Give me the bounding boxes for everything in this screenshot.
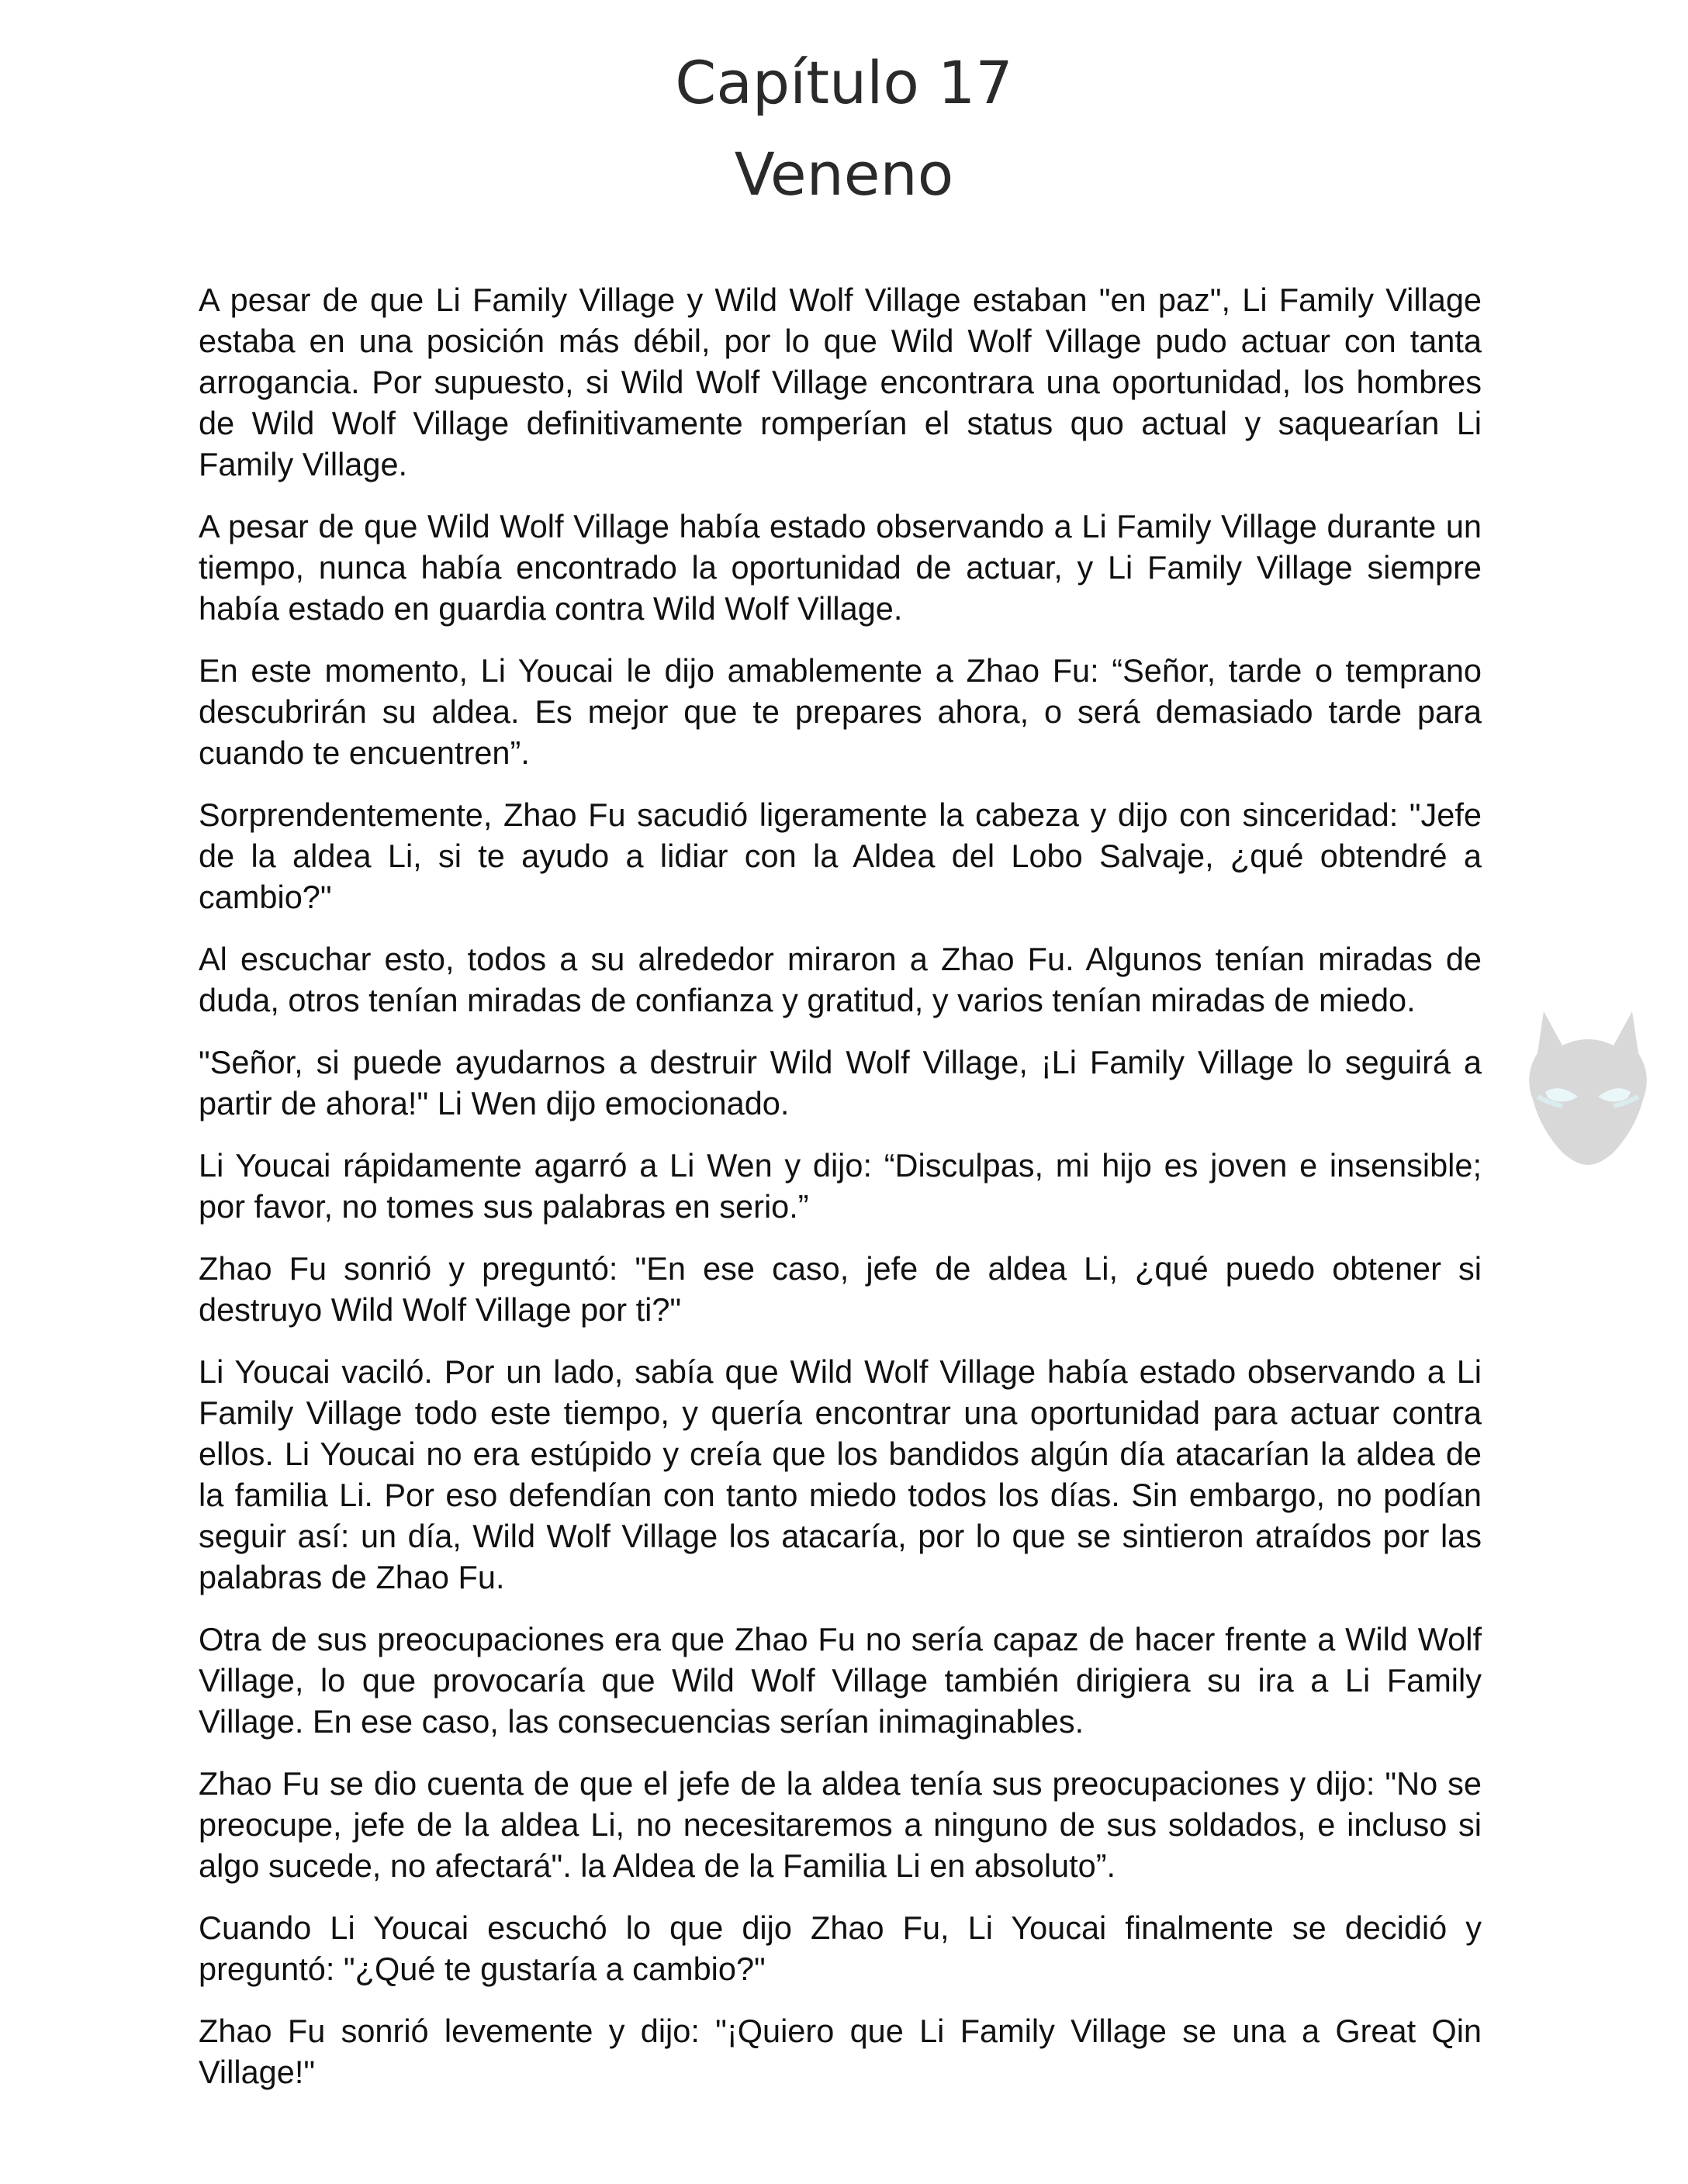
- chapter-body: [199, 279, 1482, 2113]
- paragraph-9: Li Youcai vaciló. Por un lado, sabía que Wild Wolf Village había estado observando a Li Family Village todo este tiempo, y quería encontrar una oportunidad para actuar contra ellos. Li Youcai no era estúpido y creía que los bandidos algún día atacarían la aldea de la familia Li. Por eso defendían con tanto miedo todos los días. Sin embargo, no podían seguir así: un día, Wild Wolf Village los atacaría, por lo que se sintieron atraídos por las palabras de Zhao Fu.: [199, 1353, 1482, 1595]
- paragraph-12: Cuando Li Youcai escuchó lo que dijo Zhao Fu, Li Youcai finalmente se decidió y preguntó: "¿Qué te gustaría a cambio?": [199, 1909, 1482, 1987]
- paragraph-6: "Señor, si puede ayudarnos a destruir Wild Wolf Village, ¡Li Family Village lo seguirá a partir de ahora!" Li Wen dijo emocionado.: [199, 1044, 1482, 1121]
- paragraph-10: Otra de sus preocupaciones era que Zhao Fu no sería capaz de hacer frente a Wild Wolf Village, lo que provocaría que Wild Wolf Village también dirigiera su ira a Li Family Village. En ese caso, las consecuencias serían inimaginables.: [199, 1621, 1482, 1740]
- paragraph-1: A pesar de que Li Family Village y Wild Wolf Village estaban "en paz", Li Family Village estaba en una posición más débil, por lo que Wild Wolf Village pudo actuar con tanta arrogancia. Por supuesto, si Wild Wolf Village encontrara una oportunidad, los hombres de Wild Wolf Village definitivamente romperían el status quo actual y saquearían Li Family Village.: [199, 282, 1482, 482]
- chapter-heading: [0, 37, 1688, 220]
- demon-head-icon: [1522, 1005, 1654, 1168]
- paragraph-3: En este momento, Li Youcai le dijo amablemente a Zhao Fu: “Señor, tarde o temprano descubrirán su aldea. Es mejor que te prepares ahora, o será demasiado tarde para cuando te encuentren”.: [199, 652, 1482, 771]
- paragraph-4: Sorprendentemente, Zhao Fu sacudió ligeramente la cabeza y dijo con sinceridad: "Jefe de la aldea Li, si te ayudo a lidiar con la Aldea del Lobo Salvaje, ¿qué obtendré a cambio?": [199, 797, 1482, 915]
- paragraph-2: A pesar de que Wild Wolf Village había estado observando a Li Family Village durante un tiempo, nunca había encontrado la oportunidad de actuar, y Li Family Village siempre había estado en guardia contra Wild Wolf Village.: [199, 508, 1482, 627]
- paragraph-5: Al escuchar esto, todos a su alrededor miraron a Zhao Fu. Algunos tenían miradas de duda, otros tenían miradas de confianza y gratitud, y varios tenían miradas de miedo.: [199, 941, 1482, 1018]
- paragraph-7: Li Youcai rápidamente agarró a Li Wen y dijo: “Disculpas, mi hijo es joven e insensible; por favor, no tomes sus palabras en serio.”: [199, 1147, 1482, 1225]
- paragraph-11: Zhao Fu se dio cuenta de que el jefe de la aldea tenía sus preocupaciones y dijo: "No se preocupe, jefe de la aldea Li, no necesitaremos a ninguno de sus soldados, e incluso si algo sucede, no afectará". la Aldea de la Familia Li en absoluto”.: [199, 1765, 1482, 1884]
- chapter-title: Capítulo 17: [675, 48, 1013, 117]
- paragraph-13: Zhao Fu sonrió levemente y dijo: "¡Quiero que Li Family Village se una a Great Qin Village!": [199, 2013, 1482, 2090]
- watermark-head: [1529, 1011, 1647, 1165]
- paragraph-8: Zhao Fu sonrió y preguntó: "En ese caso, jefe de aldea Li, ¿qué puedo obtener si destruyo Wild Wolf Village por ti?": [199, 1250, 1482, 1328]
- chapter-subtitle: Veneno: [734, 140, 954, 209]
